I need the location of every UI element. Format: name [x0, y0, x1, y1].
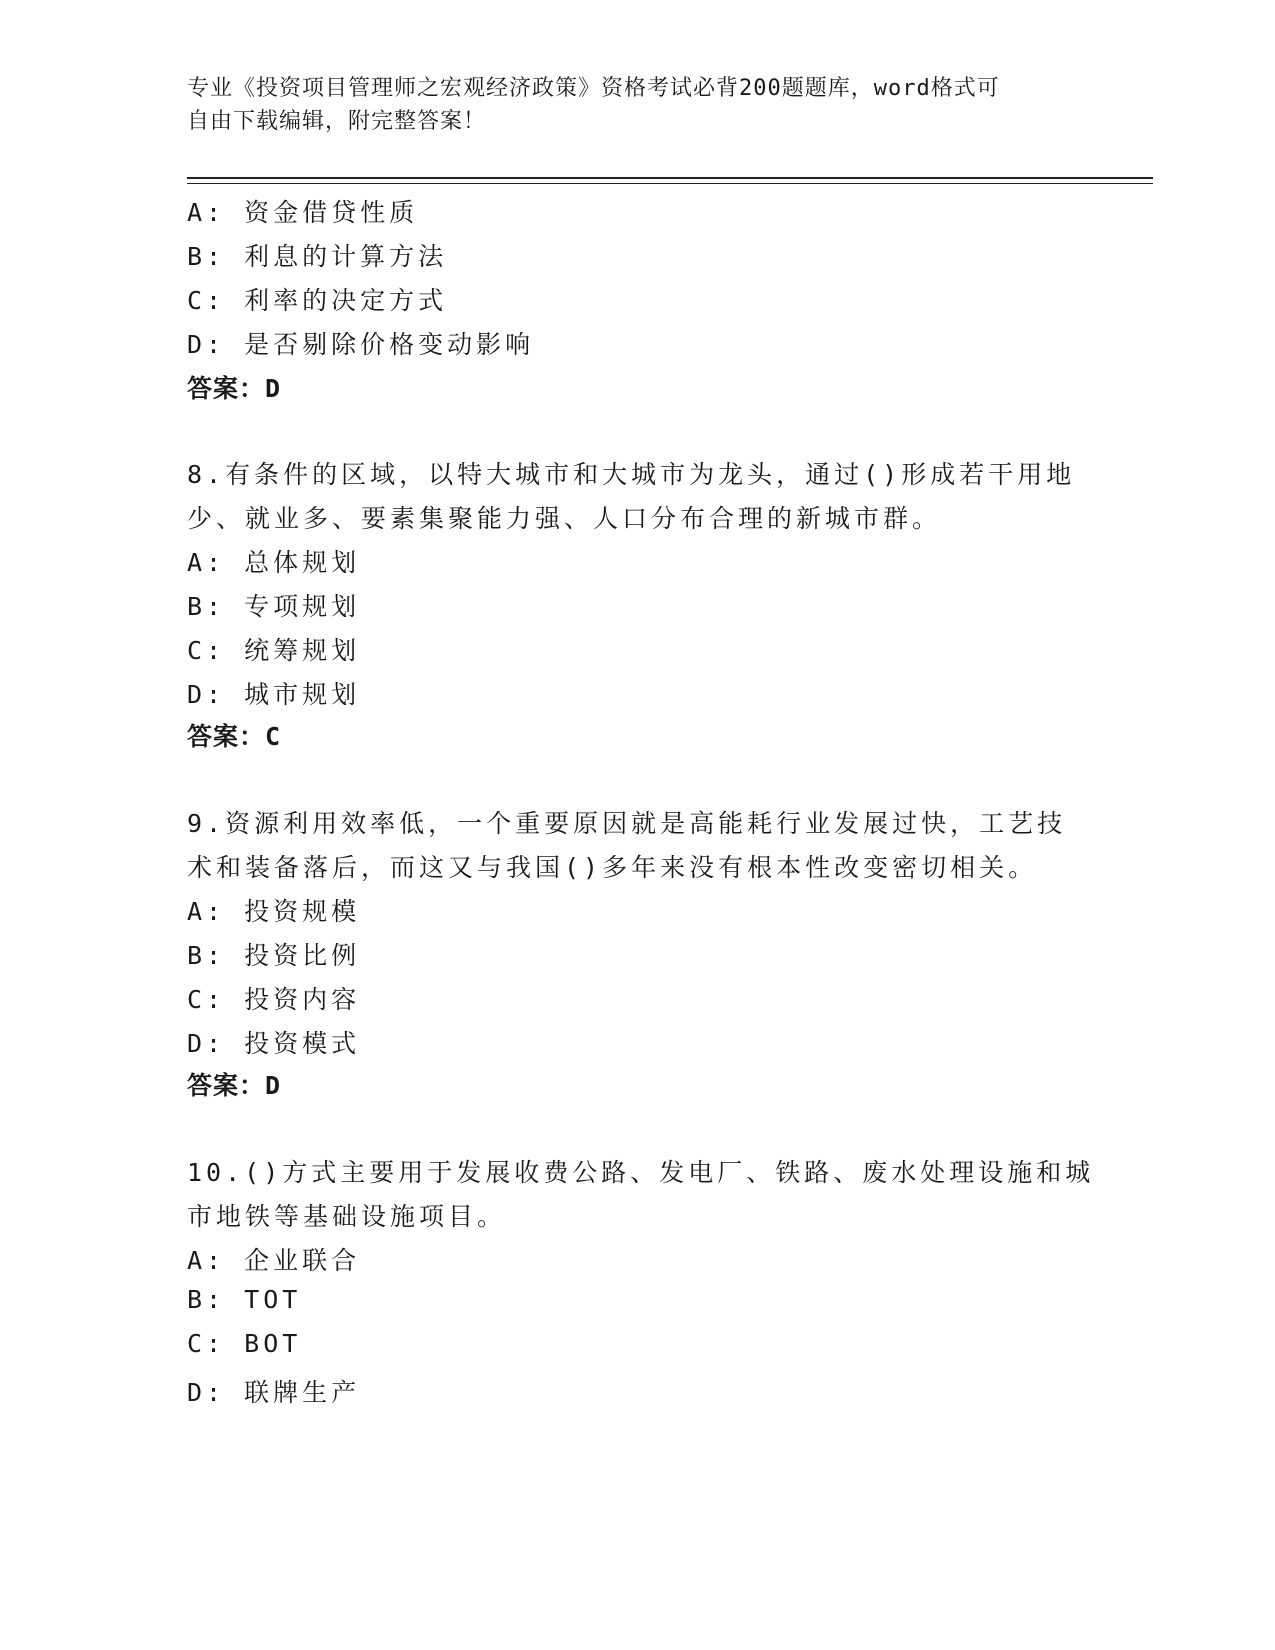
q9-stem-line-1: 9.资源利用效率低，一个重要原因就是高能耗行业发展过快，工艺技 [187, 809, 1067, 838]
document-header [187, 72, 1067, 138]
q9-stem-line-2: 术和装备落后，而这又与我国()多年来没有根本性改变密切相关。 [187, 853, 1038, 882]
q8-option-b: B: 专项规划 [187, 592, 361, 621]
q8-stem-line-1: 8.有条件的区域，以特大城市和大城市为龙头，通过()形成若干用地 [187, 460, 1076, 489]
q10-option-d: D: 联牌生产 [187, 1378, 361, 1407]
q8-option-a: A: 总体规划 [187, 548, 361, 577]
q10-stem-line-1: 10.()方式主要用于发展收费公路、发电厂、铁路、废水处理设施和城 [187, 1158, 1095, 1187]
q9-option-b: B: 投资比例 [187, 941, 361, 970]
q10-option-b: B: TOT [187, 1285, 302, 1314]
q9-option-d: D: 投资模式 [187, 1029, 361, 1058]
q8-option-c: C: 统筹规划 [187, 636, 361, 665]
q7-option-d: D: 是否剔除价格变动影响 [187, 330, 535, 359]
q8-stem-line-2: 少、就业多、要素集聚能力强、人口分布合理的新城市群。 [187, 504, 942, 533]
q8-answer: 答案：C [187, 722, 282, 751]
q8-option-d: D: 城市规划 [187, 680, 361, 709]
q7-option-b: B: 利息的计算方法 [187, 242, 448, 271]
q7-answer: 答案：D [187, 374, 282, 403]
q10-option-c: C: BOT [187, 1329, 302, 1358]
q7-option-a: A: 资金借贷性质 [187, 198, 419, 227]
q10-stem-line-2: 市地铁等基础设施项目。 [187, 1202, 507, 1231]
q9-option-a: A: 投资规模 [187, 897, 361, 926]
q7-option-c: C: 利率的决定方式 [187, 286, 448, 315]
header-divider-thick [187, 177, 1153, 179]
q10-option-a: A: 企业联合 [187, 1246, 361, 1275]
q9-option-c: C: 投资内容 [187, 985, 361, 1014]
header-title-line-2: 自由下载编辑，附完整答案！ [187, 109, 487, 134]
q9-answer: 答案：D [187, 1071, 282, 1100]
header-divider-thin [187, 183, 1153, 184]
header-title-line-1: 专业《投资项目管理师之宏观经济政策》资格考试必背200题题库，word格式可 [187, 76, 1000, 101]
